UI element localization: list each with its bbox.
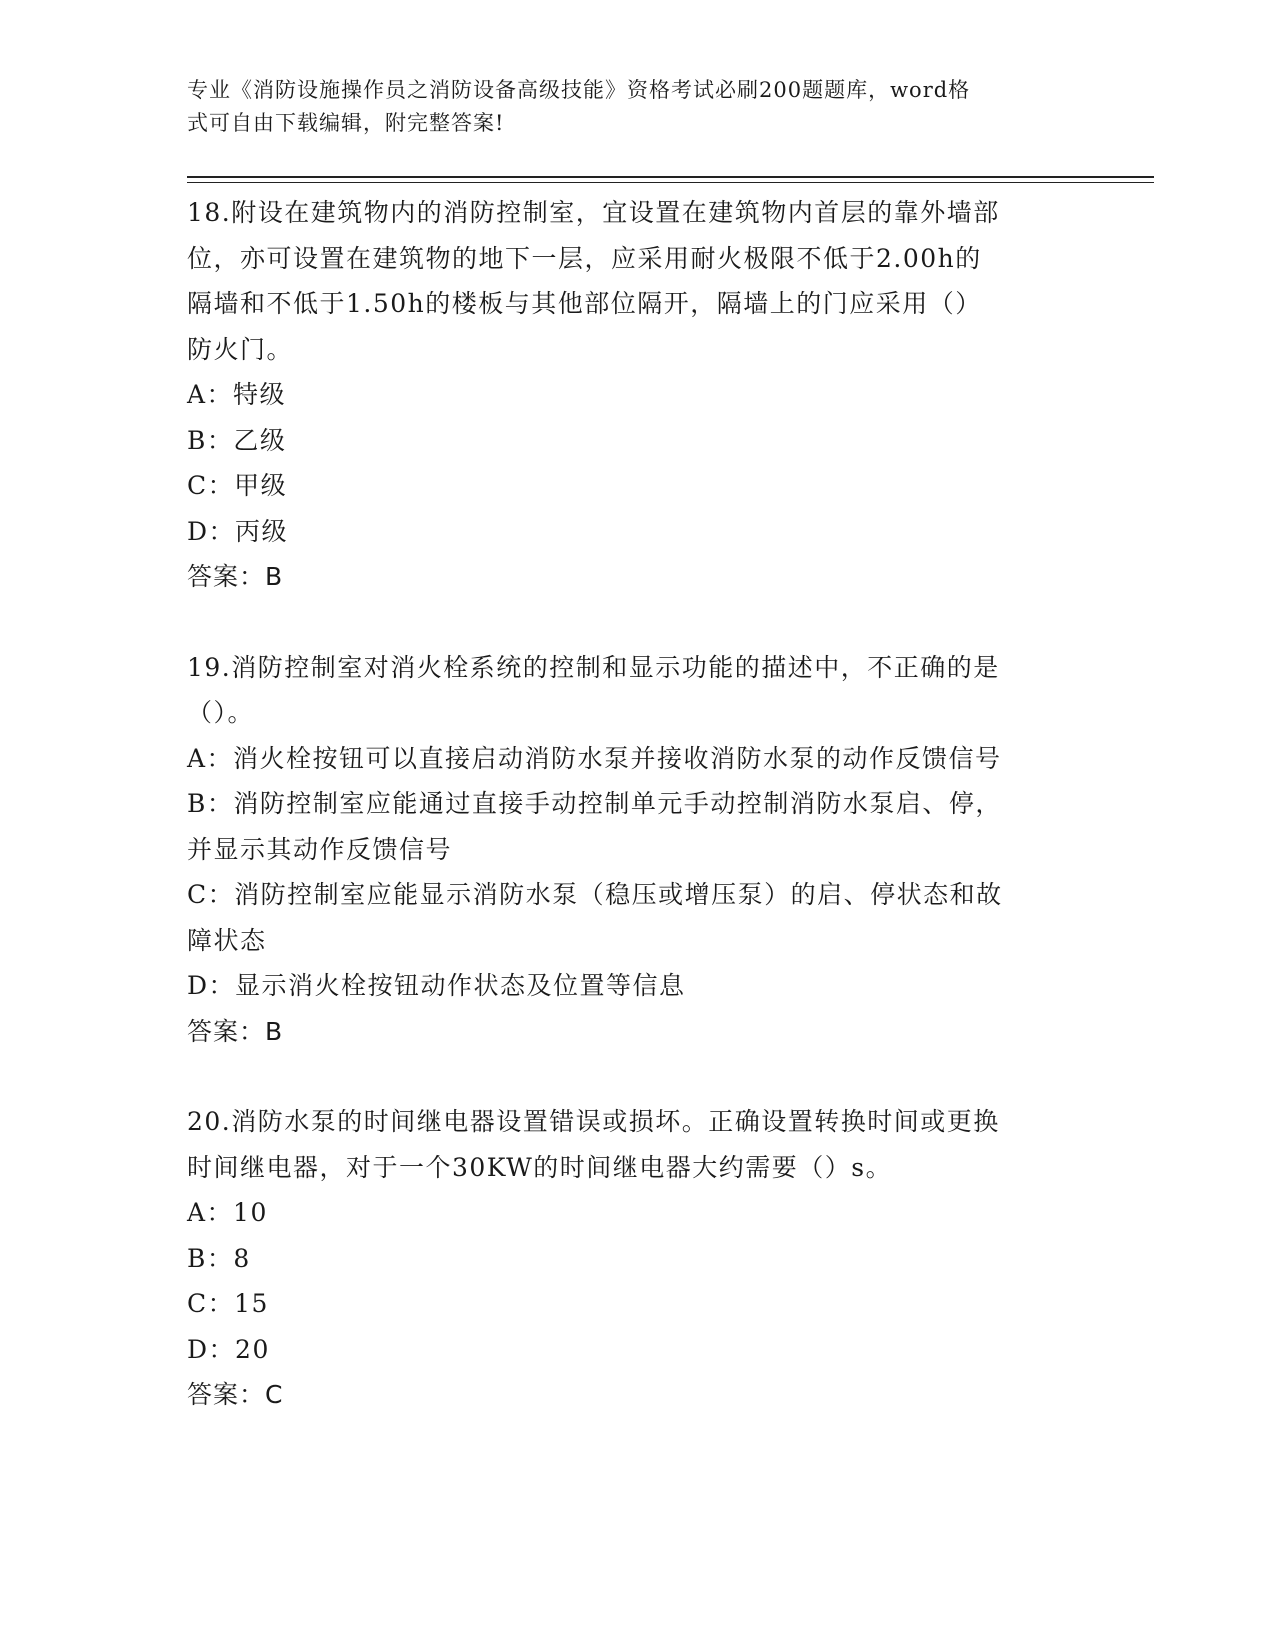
option-c: C：15 <box>187 1289 269 1318</box>
option-c-continued: 障状态 <box>187 925 267 955</box>
answer-line: 答案：C <box>187 1380 284 1409</box>
document-header <box>187 74 1067 140</box>
option-b-continued: 并显示其动作反馈信号 <box>187 834 453 864</box>
question-text-line: 隔墙和不低于1.50h的楼板与其他部位隔开，隔墙上的门应采用（） <box>187 289 982 318</box>
option-c: C：消防控制室应能显示消防水泵（稳压或增压泵）的启、停状态和故 <box>187 880 1003 909</box>
option-b: B：消防控制室应能通过直接手动控制单元手动控制消防水泵启、停， <box>187 789 1002 818</box>
question-19 <box>187 645 1087 1055</box>
question-text-line: 位，亦可设置在建筑物的地下一层，应采用耐火极限不低于2.00h的 <box>187 243 982 273</box>
question-text-line: 18.附设在建筑物内的消防控制室，宜设置在建筑物内首层的靠外墙部 <box>187 198 1000 227</box>
question-list <box>187 190 1087 1418</box>
question-text-line: 防火门。 <box>187 334 294 364</box>
answer-line: 答案：B <box>187 1016 284 1046</box>
question-18 <box>187 190 1087 600</box>
question-text-line: （）。 <box>187 698 255 727</box>
answer-line: 答案：B <box>187 562 284 591</box>
option-d: D：显示消火栓按钮动作状态及位置等信息 <box>187 971 686 1000</box>
option-d: D：丙级 <box>187 516 289 546</box>
option-b: B：乙级 <box>187 425 287 455</box>
question-text-line: 时间继电器，对于一个30KW的时间继电器大约需要（）s。 <box>187 1152 893 1182</box>
option-c: C：甲级 <box>187 471 288 500</box>
option-b: B：8 <box>187 1243 251 1273</box>
header-divider <box>187 176 1154 183</box>
question-text-line: 20.消防水泵的时间继电器设置错误或损坏。正确设置转换时间或更换 <box>187 1107 1000 1136</box>
question-20 <box>187 1099 1087 1418</box>
option-a: A：消火栓按钮可以直接启动消防水泵并接收消防水泵的动作反馈信号 <box>187 743 1002 773</box>
option-d: D：20 <box>187 1334 270 1364</box>
question-text-line: 19.消防控制室对消火栓系统的控制和显示功能的描述中，不正确的是 <box>187 652 1000 682</box>
question-spacer <box>187 1054 1087 1099</box>
question-spacer <box>187 600 1087 645</box>
option-a: A：10 <box>187 1198 268 1227</box>
header-line-2: 式可自由下载编辑，附完整答案! <box>187 111 505 135</box>
option-a: A：特级 <box>187 380 287 409</box>
header-line-1: 专业《消防设施操作员之消防设备高级技能》资格考试必刷200题题库，word格 <box>187 78 971 102</box>
